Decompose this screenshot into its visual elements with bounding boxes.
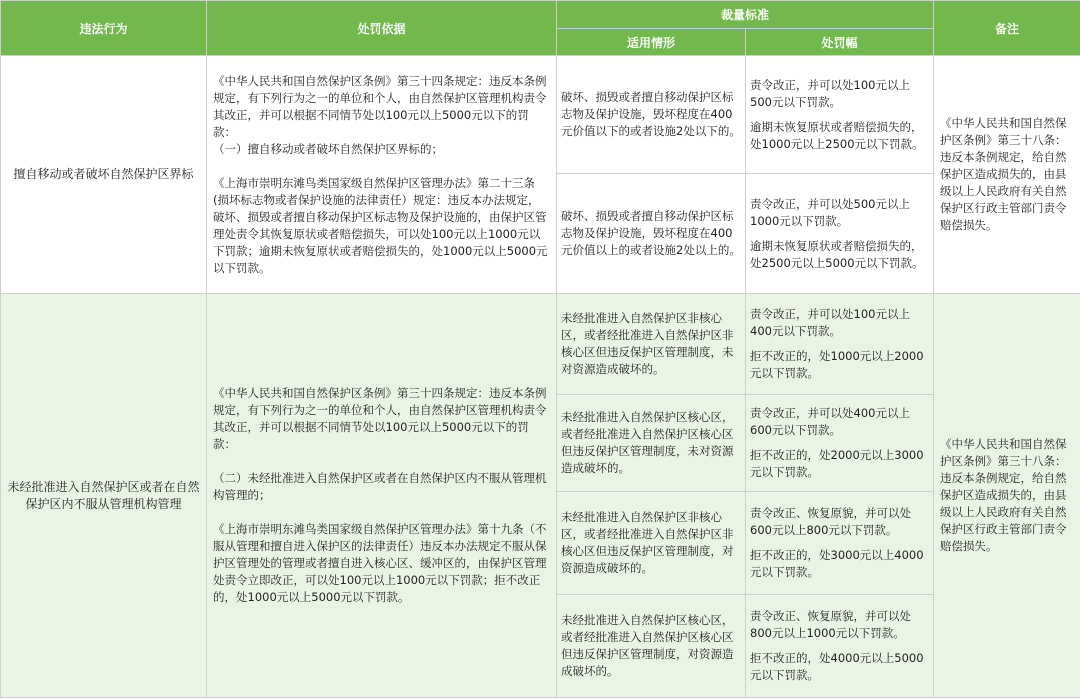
- range-line: 拒不改正的，处1000元以上2000元以下罚款。: [750, 349, 924, 380]
- note-cell: 《中华人民共和国自然保护区条例》第三十八条：违反本条例规定，给自然保护区造成损失的，由县级以上人民政府有关自然保护区行政主管部门责令赔偿损失。: [934, 56, 1080, 294]
- range-cell: [746, 294, 934, 395]
- violation-cell: 未经批准进入自然保护区或者在自然保护区内不服从管理机构管理: [1, 294, 207, 698]
- header-violation: 违法行为: [1, 1, 207, 56]
- condition-cell: 破坏、损毁或者擅自移动保护区标志物及保护设施，毁坏程度在400元价值以下的或者设施2处以下的。: [557, 56, 746, 174]
- range-cell: [746, 395, 934, 492]
- basis-paragraph: 《上海市崇明东滩鸟类国家级自然保护区管理办法》第十九条（不服从管理和擅自进入保护区的法律责任）违反本办法规定不服从保护区管理处的管理或者擅自进入核心区、缓冲区的，由保护区管理处责令立即改正，可以处100元以上1000元以下罚款；拒不改正的，处1000元以上5000元以下罚款。: [213, 522, 547, 604]
- range-line: 责令改正，并可以处400元以上600元以下罚款。: [750, 406, 910, 437]
- header-range: 处罚幅: [746, 29, 934, 56]
- violation-cell: 擅自移动或者破坏自然保护区界标: [1, 56, 207, 294]
- range-cell: [746, 56, 934, 174]
- basis-paragraph: （一）擅自移动或者破坏自然保护区界标的；: [213, 141, 443, 156]
- range-cell: [746, 492, 934, 595]
- basis-cell: [207, 56, 557, 294]
- range-line: 拒不改正的，处2000元以上3000元以下罚款。: [750, 448, 924, 479]
- range-line: 责令改正，并可以处500元以上1000元以下罚款。: [750, 196, 910, 228]
- header-standard: 裁量标准: [557, 1, 934, 29]
- basis-paragraph: 《中华人民共和国自然保护区条例》第三十四条规定：违反本条例规定，有下列行为之一的单位和个人，由自然保护区管理机构责令其改正，并可以根据不同情节处以100元以上5000元以下的罚款：: [213, 73, 547, 139]
- header-note: 备注: [934, 1, 1080, 56]
- basis-cell: [207, 294, 557, 698]
- range-line: 责令改正，并可以处100元以上500元以下罚款。: [750, 77, 910, 109]
- note-cell: 《中华人民共和国自然保护区条例》第三十八条：违反本条例规定，给自然保护区造成损失的，由县级以上人民政府有关自然保护区行政主管部门责令赔偿损失。: [934, 294, 1080, 698]
- header-condition: 适用情形: [557, 29, 746, 56]
- range-line: 责令改正，并可以处100元以上400元以下罚款。: [750, 307, 910, 338]
- range-line: 责令改正、恢复原貌，并可以处600元以上800元以下罚款。: [750, 506, 911, 537]
- range-line: 拒不改正的，处4000元以上5000元以下罚款。: [750, 651, 924, 682]
- condition-cell: 未经批准进入自然保护区非核心区，或者经批准进入自然保护区非核心区但违反保护区管理制度，未对资源造成破坏的。: [557, 294, 746, 395]
- range-line: 责令改正、恢复原貌，并可以处800元以上1000元以下罚款。: [750, 609, 911, 640]
- range-cell: [746, 174, 934, 294]
- basis-paragraph: 《上海市崇明东滩鸟类国家级自然保护区管理办法》第二十三条(损坏标志物或者保护设施的法律责任）规定：违反本办法规定，破坏、损毁或者擅自移动保护区标志物及保护设施的，由保护区管理处责令其恢复原状或者赔偿损失，可以处100元以上1000元以下罚款；逾期未恢复原状或者赔偿损失的，处1000元以上5000元以下罚款。: [213, 175, 548, 275]
- condition-cell: 破坏、损毁或者擅自移动保护区标志物及保护设施，毁坏程度在400元价值以上的或者设施2处以上的。: [557, 174, 746, 294]
- range-line: 拒不改正的，处3000元以上4000元以下罚款。: [750, 548, 924, 579]
- basis-paragraph: （二）未经批准进入自然保护区或者在自然保护区内不服从管理机构管理的；: [213, 471, 547, 502]
- condition-cell: 未经批准进入自然保护区核心区，或者经批准进入自然保护区核心区但违反保护区管理制度，未对资源造成破坏的。: [557, 395, 746, 492]
- range-line: 逾期未恢复原状或者赔偿损失的，处1000元以上2500元以下罚款。: [750, 119, 924, 151]
- range-line: 逾期未恢复原状或者赔偿损失的，处2500元以上5000元以下罚款。: [750, 238, 924, 270]
- range-cell: [746, 595, 934, 698]
- condition-cell: 未经批准进入自然保护区核心区，或者经批准进入自然保护区核心区但违反保护区管理制度，对资源造成破坏的。: [557, 595, 746, 698]
- header-basis: 处罚依据: [207, 1, 557, 56]
- basis-paragraph: 《中华人民共和国自然保护区条例》第三十四条规定：违反本条例规定，有下列行为之一的单位和个人，由自然保护区管理机构责令其改正，并可以根据不同情节处以100元以上5000元以下的罚款：: [213, 386, 547, 451]
- condition-cell: 未经批准进入自然保护区非核心区，或者经批准进入自然保护区非核心区但违反保护区管理制度，对资源造成破坏的。: [557, 492, 746, 595]
